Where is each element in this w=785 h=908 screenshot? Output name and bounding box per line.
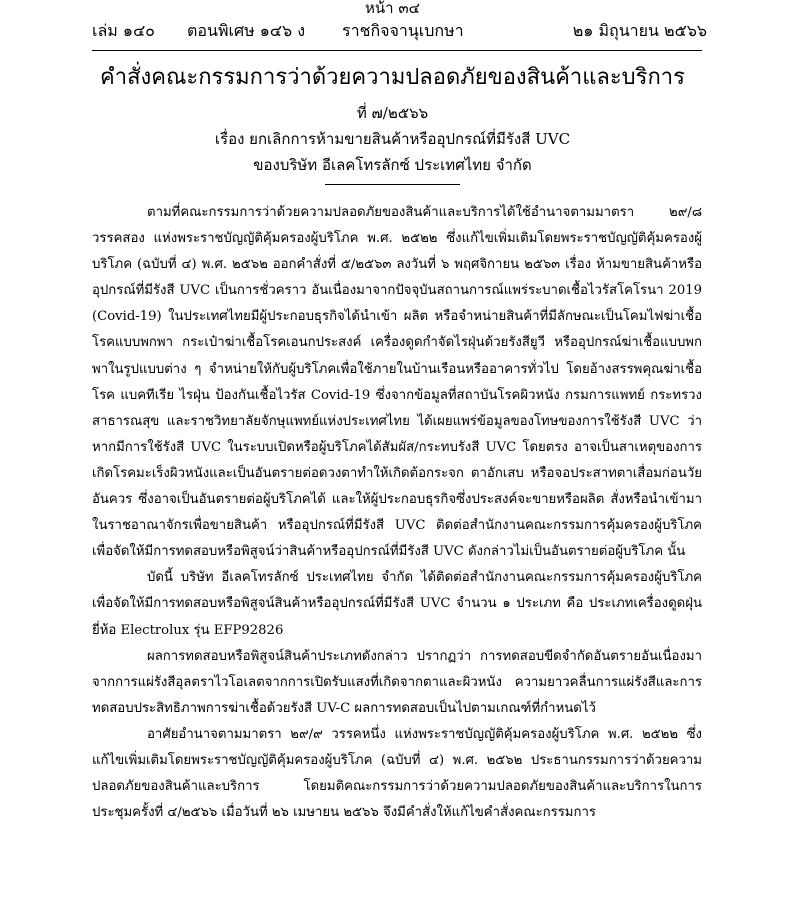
- order-body: [92, 200, 702, 826]
- paragraph-background: ตามที่คณะกรรมการว่าด้วยความปลอดภัยของสินค้าและบริการได้ใช้อำนาจตามมาตรา ๒๙/๘ วรรคสอง แห่งพระราชบัญญัติคุ้มครองผู้บริโภค พ.ศ. ๒๕๒๒ ซึ่งแก้ไขเพิ่มเติมโดยพระราชบัญญัติคุ้มครองผู้บริโภค (ฉบับที่ ๔) พ.ศ. ๒๕๖๒ ออกคำสั่งที่ ๕/๒๕๖๓ ลงวันที่ ๖ พฤศจิกายน ๒๕๖๓ เรื่อง ห้ามขายสินค้าหรืออุปกรณ์ที่มีรังสี UVC เป็นการชั่วคราว อันเนื่องมาจากปัจจุบันสถานการณ์แพร่ระบาดเชื้อไวรัสโคโรนา 2019 (Covid-19) ในประเทศไทยมีผู้ประกอบธุรกิจได้นำเข้า ผลิต หรือจำหน่ายสินค้าที่มีลักษณะเป็นโคมไฟฆ่าเชื้อโรคแบบพกพา กระเป๋าฆ่าเชื้อโรคเอนกประสงค์ เครื่องดูดกำจัดไรฝุ่นด้วยรังสียูวี หรืออุปกรณ์ฆ่าเชื้อแบบพกพาในรูปแบบต่าง ๆ จำหน่ายให้กับผู้บริโภคเพื่อใช้ภายในบ้านเรือนหรืออาคารทั่วไป โดยอ้างสรรพคุณฆ่าเชื้อโรค แบคทีเรีย ไรฝุ่น ป้องกันเชื้อไวรัส Covid-19 ซึ่งจากข้อมูลที่สถาบันโรคผิวหนัง กรมการแพทย์ กระทรวงสาธารณสุข และราชวิทยาลัยจักษุแพทย์แห่งประเทศไทย ได้เผยแพร่ข้อมูลของโทษของการใช้รังสี UVC ว่าหากมีการใช้รังสี UVC ในระบบเปิดหรือผู้บริโภคได้สัมผัส/กระทบรังสี UVC โดยตรง อาจเป็นสาเหตุของการเกิดโรคมะเร็งผิวหนังและเป็นอันตรายต่อดวงตาทำให้เกิดต้อกระจก ตาอักเสบ หรือจอประสาทตาเสื่อมก่อนวัยอันควร ซึ่งอาจเป็นอันตรายต่อผู้บริโภคได้ และให้ผู้ประกอบธุรกิจซึ่งประสงค์จะขายหรือผลิต สั่งหรือนำเข้ามาในราชอาณาจักรเพื่อขายสินค้า หรืออุปกรณ์ที่มีรังสี UVC ติดต่อสำนักงานคณะกรรมการคุ้มครองผู้บริโภคเพื่อจัดให้มีการทดสอบหรือพิสูจน์ว่าสินค้าหรืออุปกรณ์ที่มีรังสี UVC ดังกล่าวไม่เป็นอันตรายต่อผู้บริโภค นั้น: [92, 205, 702, 560]
- issue-date: ๒๑ มิถุนายน ๒๕๖๖: [572, 21, 707, 40]
- volume-label: เล่ม ๑๔๐: [92, 21, 155, 40]
- gazette-header: [92, 19, 707, 47]
- special-issue-label: ตอนพิเศษ ๑๔๖ ง: [187, 21, 306, 40]
- header-divider: [92, 50, 702, 51]
- order-number: ที่ ๗/๒๕๖๖: [356, 104, 429, 122]
- paragraph-company-contact: บัดนี้ บริษัท อีเลคโทรลักซ์ ประเทศไทย จำกัด ได้ติดต่อสำนักงานคณะกรรมการคุ้มครองผู้บริโภคเพื่อจัดให้มีการทดสอบหรือพิสูจน์สินค้าหรืออุปกรณ์ที่มีรังสี UVC จำนวน ๑ ประเภท คือ ประเภทเครื่องดูดฝุ่น ยี่ห้อ Electrolux รุ่น EFP92826: [92, 570, 702, 638]
- paragraph-authority: อาศัยอำนาจตามมาตรา ๒๙/๙ วรรคหนึ่ง แห่งพระราชบัญญัติคุ้มครองผู้บริโภค พ.ศ. ๒๕๒๒ ซึ่งแก้ไขเพิ่มเติมโดยพระราชบัญญัติคุ้มครองผู้บริโภค (ฉบับที่ ๔) พ.ศ. ๒๕๖๒ ประธานกรรมการว่าด้วยความปลอดภัยของสินค้าและบริการ โดยมติคณะกรรมการว่าด้วยความปลอดภัยของสินค้าและบริการในการประชุมครั้งที่ ๔/๒๕๖๖ เมื่อวันที่ ๒๖ เมษายน ๒๕๖๖ จึงมีคำสั่งให้แก้ไขคำสั่งคณะกรรมการ: [92, 726, 702, 821]
- gazette-name: ราชกิจจานุเบกษา: [342, 21, 464, 40]
- subject-line-2: ของบริษัท อีเลคโทรลักซ์ ประเทศไทย จำกัด: [253, 156, 532, 174]
- order-title: คำสั่งคณะกรรมการว่าด้วยความปลอดภัยของสินค้าและบริการ: [100, 65, 685, 90]
- title-divider: [325, 184, 460, 185]
- page-number: หน้า ๓๔: [365, 0, 420, 17]
- paragraph-test-results: ผลการทดสอบหรือพิสูจน์สินค้าประเภทดังกล่าว ปรากฏว่า การทดสอบขีดจำกัดอันตรายอันเนื่องมาจากการแผ่รังสีอุลตราไวโอเลตจากการเปิดรับแสงที่เกิดจากตาและผิวหนัง ความยาวคลื่นการแผ่รังสีและการทดสอบประสิทธิภาพการฆ่าเชื้อด้วยรังสี UV-C ผลการทดสอบเป็นไปตามเกณฑ์ที่กำหนดไว้: [92, 648, 702, 716]
- subject-line-1: เรื่อง ยกเลิกการห้ามขายสินค้าหรืออุปกรณ์ที่มีรังสี UVC: [214, 130, 571, 148]
